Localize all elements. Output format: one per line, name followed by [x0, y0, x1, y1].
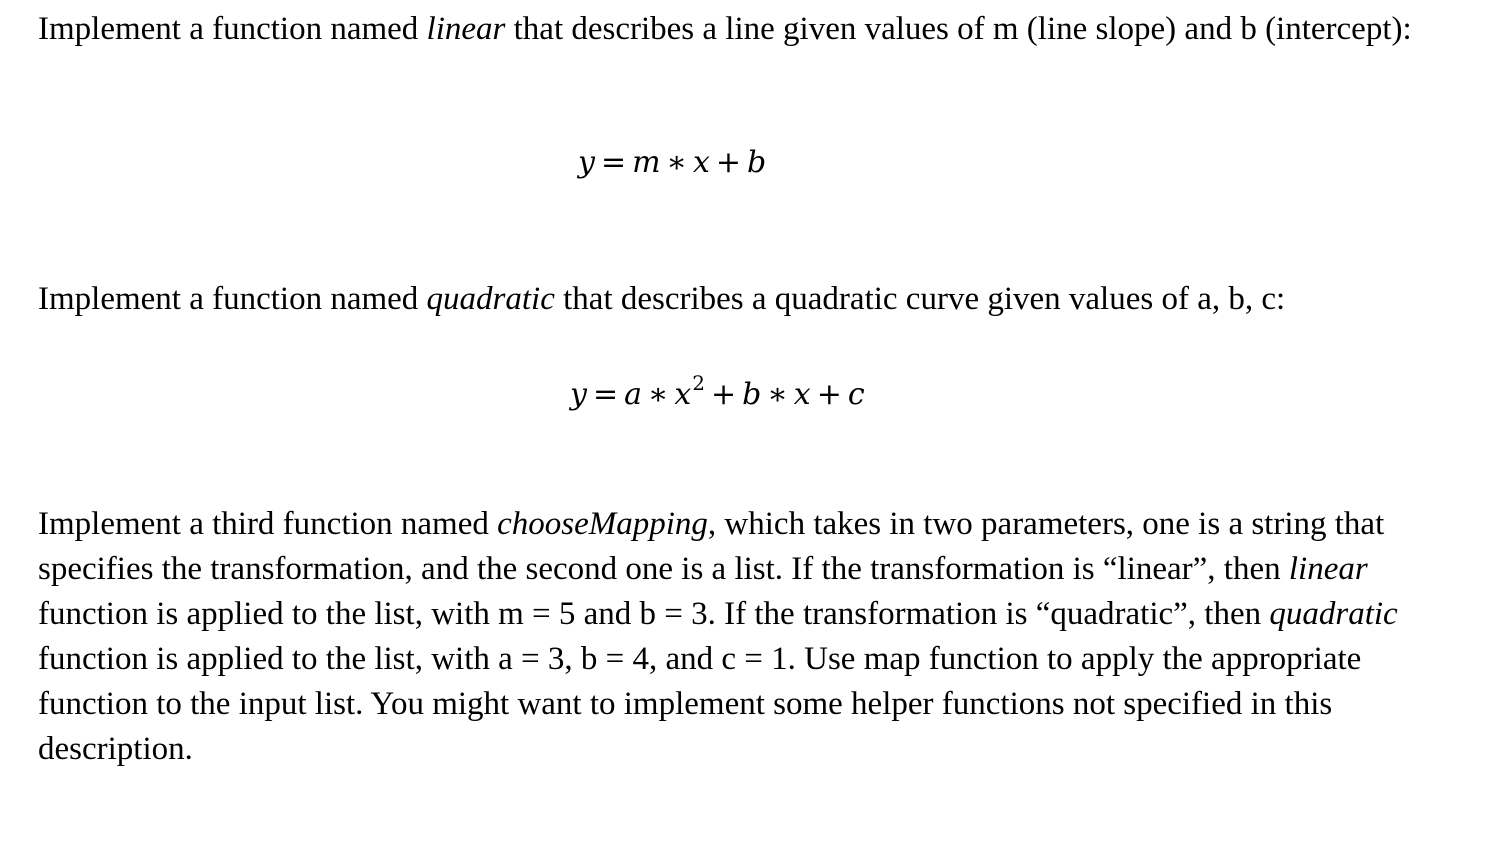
function-name-quadratic: quadratic [426, 281, 555, 317]
equals-sign: = [592, 377, 619, 412]
text-span: Implement a third function named [38, 506, 498, 542]
plus-sign: + [715, 145, 741, 180]
multiply-sign: ∗ [647, 377, 669, 412]
var-c: c [847, 377, 865, 412]
paragraph-choose-mapping-description [38, 502, 1438, 772]
var-b: b [742, 377, 762, 412]
var-x: x [692, 145, 710, 180]
multiply-sign: ∗ [666, 145, 687, 180]
var-a: a [624, 377, 642, 412]
exponent: 2 [692, 371, 706, 395]
function-name-quadratic: quadratic [1269, 596, 1398, 632]
function-name-linear: linear [426, 11, 506, 47]
paragraph-quadratic-description [38, 277, 1438, 322]
text-span: Implement a function named [38, 281, 427, 317]
function-name-choose-mapping: chooseMapping [497, 506, 708, 542]
var-y: y [578, 145, 595, 180]
plus-sign: + [816, 377, 842, 412]
text-span: function is applied to the list, with a = 3, b = 4, and c = 1. Use map function to apply the appropriate function to the input list. You might want to implement some helper functions not specified in this description. [38, 596, 1406, 767]
plus-sign: + [711, 377, 737, 412]
var-m: m [632, 145, 661, 180]
text-span: that describes a line given values of m (line slope) and b (intercept): [505, 11, 1412, 47]
var-y: y [570, 377, 587, 412]
text-span: that describes a quadratic curve given values of a, b, c: [554, 281, 1286, 317]
text-span: function is applied to the list, with m = 5 and b = 3. If the transformation is “quadratic”, then [38, 551, 1376, 632]
multiply-sign: ∗ [767, 377, 788, 412]
quadratic-equation [570, 371, 865, 417]
function-name-linear: linear [1288, 551, 1368, 587]
linear-equation [578, 143, 766, 183]
equals-sign: = [600, 145, 627, 180]
text-span: Implement a function named [38, 11, 427, 47]
var-x: x [793, 377, 811, 412]
paragraph-linear-description [38, 7, 1438, 52]
var-x: x [674, 377, 692, 412]
var-b: b [747, 145, 767, 180]
text-span: , which takes in two parameters, one is a string that specifies the transformation, and the second one is a list. If the transformation is “linear”, then [38, 506, 1393, 587]
